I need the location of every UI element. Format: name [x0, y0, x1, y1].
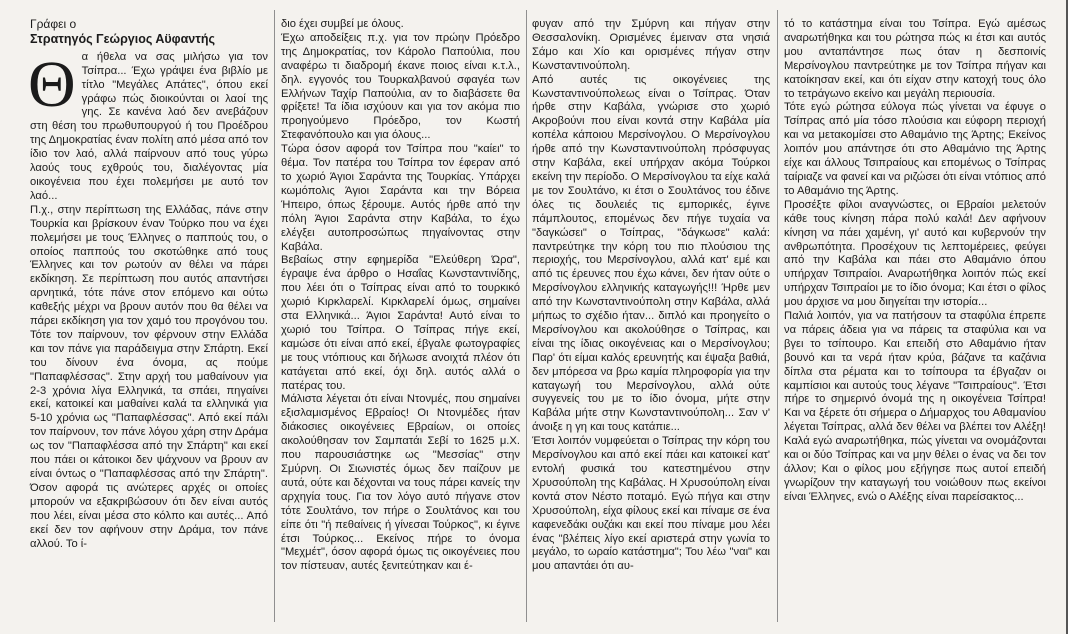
paragraph: Τότε εγώ ρώτησα εύλογα πώς γίνεται να έφυγε ο Τσίπρας από μία τόσο πλούσια και εύφορη περιοχή και να μετακομίσει στο Αθαμάνιο της Άρτης; Εκείνος λοιπόν μου απάντησε ότι στο Αθαμάνιο της Άρτης είχε και άλλους Τσιπραίους και επομένως ο Τσίπρας ταίριαζε να φανεί και να ριζώσει ότι είναι ντόπιος από το Αθαμάνιο της Άρτης.: [784, 101, 1046, 197]
byline-label: Γράφει ο: [30, 17, 77, 31]
paragraph: Από αυτές τις οικογένειες της Κωνσταντινούπολεως είναι ο Τσίπρας. Όταν ήρθε στην Καβάλα, γνώρισε στο χωριό Ακροβούνι που είναι κοντά στην Καβάλα μία κοπέλα κάποιου Μερσίνογλου. Ο Μερσίνογλου ήρθε από την Κωνσταντινούπολη πρόσφυγας στην Καβάλα, εκεί υπήρχαν ακόμα Τούρκοι εκείνη την περίοδο. Ο Μερσίνογλου τα είχε καλά με τον Σουλτάνο, κι έτσι ο Σουλτάνος του έδινε όλες τις δουλειές τις εμπορικές, έγινε πάμπλουτος, επομένως δεν πήγε τυχαία να "δαγκώσει" ο Τσίπρας, "δάγκωσε" καλά: παντρεύτηκε την κόρη του πιο πλούσιου της περιοχής, του Μερσίνογλου, αλλά κατ' εμέ και από τις έρευνες που έχω κάνει, δεν ήταν ούτε ο Μερσίνογλου ελληνικής καταγωγής!!! Ήρθε μεν από την Κωνσταντινούπολη στην Καβάλα, αλλά μήπως το σχέδιο ήταν... διπλό και προηγείτο ο Μερσίνογλου και ακολούθησε ο Τσίπρας, και είναι της ίδιας οικογένειας και ο Μερσίνογλου; Παρ' ότι είμαι καλός ερευνητής και έψαξα βαθιά, δεν μπόρεσα να βρω καμία πληροφορία για την καταγωγή του Μερσίνογλου, αλλά ούτε συγγενείς του με το ίδιο όνομα, μήτε στην Καβάλα μήτε στην Κωνσταντινούπολη... Σαν ν' άνοιξε η γη και τους κατάπιε...: [532, 73, 771, 434]
byline-author: Στρατηγός Γεώργιος Αϋφαντής: [30, 31, 215, 46]
column-divider: [526, 10, 527, 622]
paragraph: τό το κατάστημα είναι του Τσίπρα. Εγώ αμέσως αναρωτήθηκα και του ρώτησα πώς κι έτσι και αυτός μου ανταπάντησε πως όταν η δεσποινίς Μερσίνογλου παντρεύτηκε με τον Τσίπρα πήγαν και κατοίκησαν εκεί, και ότι είχαν στην κατοχή τους όλο το τετράγωνο εκείνο και μεγάλη περιουσία.: [784, 18, 1046, 100]
paragraph: Βεβαίως στην εφημερίδα "Ελεύθερη Ώρα", έγραψε ένα άρθρο ο Ησαΐας Κωνσταντινίδης, που λέει ότι ο Τσίπρας είναι από το τουρκικό χωριό Κιρκλαρελί. Κιρκλαρελί όμως, σημαίνει στα Ελληνικά... Άγιοι Σαράντα! Αυτό είναι το χωριό του Τσίπρα. Ο Τσίπρας πήγε εκεί, καμώσε ότι είναι από εκεί, έβγαλε φωτογραφίες με τους ντόπιους και δήλωσε ανοιχτά πλέον ότι κατάγεται από εκεί, όχι δηλ. αυτός αλλά ο πατέρας του.: [281, 254, 520, 392]
paragraph: Έχω αποδείξεις π.χ. για τον πρώην Πρόεδρο της Δημοκρατίας, τον Κάρολο Παπούλια, που αναφέρω τι διαδρομή έκανε ποιος είναι κ.τ.λ., δηλ. εγγονός του Τουρκαλβανού σφαγέα των Ελλήνων Ταχίρ Παπούλια, αν το διαβάσετε θα φρίξετε! Τα ίδια ισχύουν και για τον ακόμα πιο προηγούμενο Πρόεδρο, τον Κωστή Στεφανόπουλο και για όλους...: [281, 31, 520, 142]
paragraph: Έτσι λοιπόν νυμφεύεται ο Τσίπρας την κόρη του Μερσίνογλου και από εκεί πάει και κατοικεί κατ' εντολή φυσικά του κατεστημένου στην Χρυσούπολη της Καβάλας. Η Χρυσούπολη είναι κοντά στον Νέστο ποταμό. Εγώ πήγα και στην Χρυσούπολη, είχα φίλους εκεί και πίναμε σε ένα καφενεδάκι ουζάκι και εκεί που πίναμε μου λέει ένας "βλέπεις λίγο εκεί αριστερά στην γωνία το μεγάλο, το ωραίο κατάστημα"; Του λέω "ναι" και μου απαντάει ότι αυ-: [532, 435, 770, 573]
paragraph: α ήθελα να σας μιλήσω για τον Τσίπρα... Έχω γράψει ένα βιβλίο με τίτλο "Μεγάλες Απάτες", όπου εκεί γράφω πώς διοικούνται οι λαοί της γης. Σε κανένα λαό δεν ανεβάζουν στη θέση του πρωθυπουργού ή του Προέδρου της Δημοκρατίας έναν πολίτη από μέσα από τον ίδιο τον λαό, αλλά παίρνουν από τους γύρω λαούς τους εχθρούς του, διαλέγοντας μία οικογένεια που έχει πολεμήσει με αυτό τον λαό...: [30, 50, 268, 202]
paragraph: Π.χ., στην περίπτωση της Ελλάδας, πάνε στην Τουρκία και βρίσκουν έναν Τούρκο που να έχει πολεμήσει με τους Έλληνες ο παππούς του, ο οποίος παππούς του σκοτώθηκε από τους Έλληνες και τον ρωτούν αν θέλει να πάρει εκδίκηση. Σε περίπτωση που αυτός απαντήσει αρνητικά, τότε πάνε στον επόμενο και ούτω καθεξής μέχρι να βρουν αυτόν που θα θέλει να πάρει εκδίκηση για τον χαμό του προγόνου του. Τότε τον παίρνουν, τον φέρνουν στην Ελλάδα και τον πάνε για παράδειγμα στην Σπάρτη. Εκεί του δίνουν ένα όνομα, ας πούμε "Παπαφλέσσας". Στην αρχή του μαθαίνουν για 2-3 χρόνια λίγα Ελληνικά, τα σπάει, πηγαίνει εκεί, κατοικεί και μαθαίνει καλά τα ελληνικά για 5-10 χρόνια ως "Παπαφλέσσας". Από εκεί πάλι τον παίρνουν, τον πάνε λόγου χάρη στην Δράμα ως τον "Παπαφλέσσα από την Σπάρτη" και εκεί που πάει οι κάτοικοι δεν ψάχνουν να βρουν αν είναι όντως ο "Παπαφλέσσας από την Σπάρτη". Όσον αφορά τις ανώτερες αρχές οι οποίες μπορούν να εξακριβώσουν ότι δεν είναι αυτός που λέει, είναι μέσα στο κόλπο και αυτές... Από εκεί δεν τον αφήνουν στην Δράμα, τον πάνε αλλού. Το ί-: [30, 203, 268, 550]
paragraph: διο έχει συμβεί με όλους.: [281, 18, 404, 30]
paragraph: Μάλιστα λέγεται ότι είναι Ντονμές, που σημαίνει εξισλαμισμένος Εβραίος! Οι Ντονμέδες ήταν διάκοσιες οικογένειες Εβραίων, οι οποίες ακολούθησαν τον Σαμπατάι Σεβί το 1625 μ.Χ. που παρουσιάστηκε ως "Μεσσίας" στην Σμύρνη. Οι Σιωνιστές όμως δεν παίζουν με αυτά, ούτε και δέχονται να τους πάρει κανείς την αρχηγία τους. Για τον λόγο αυτό πήγανε στον τότε Σουλτάνο, τον πήρε ο Σουλτάνος και του είπε ότι "ή πεθαίνεις ή γίνεσαι Τούρκος", κι έγινε έτσι Τούρκος... Εκείνος πήρε το όνομα "Μεχμέτ", όσον αφορά όμως τις οικογένειες που τον πίστευαν, αυτές ξενιτεύτηκαν και έ-: [281, 393, 520, 573]
article-column-3: [532, 18, 770, 574]
article-column-1: [30, 18, 268, 551]
column-divider: [274, 10, 275, 622]
article-column-4: [784, 18, 1046, 505]
paragraph: Τώρα όσον αφορά τον Τσίπρα που "καίει" το θέμα. Τον πατέρα του Τσίπρα τον έφεραν από το χωριό Άγιοι Σαράντα της Τουρκίας. Υπάρχει κωμόπολις Άγιοι Σαράντα και την Βόρεια Ήπειρο, όπως ξέρουμε. Αυτός ήρθε από την πόλη Άγιοι Σαράντα στην Καβάλα, το έχω ελέγξει αυτοπροσώπως πηγαίνοντας στην Καβάλα.: [281, 143, 520, 253]
article-column-2: [281, 18, 520, 574]
drop-cap: Θ: [28, 47, 76, 121]
paragraph: Προσέξτε φίλοι αναγνώστες, οι Εβραίοι μελετούν κάθε τους κίνηση πάρα πολύ καλά! Δεν αφήνουν κίνηση να πάει χαμένη, γι' αυτό και κυβερνούν την ανθρωπότητα. Προσέχουν τις λεπτομέρειες, φεύγει από την Καβάλα και πάει στο Αθαμάνιο όπου υπήρχαν Τσιπραίοι. Αναρωτήθηκα λοιπόν πώς εκεί υπήρχαν Τσιπραίοι με το ίδιο όνομα; Και έτσι ο φίλος μου άρχισε να μου διηγείται την ιστορία...: [784, 198, 1046, 309]
paragraph: φυγαν από την Σμύρνη και πήγαν στην Θεσσαλονίκη. Ορισμένες έμειναν στα νησιά Σάμο και Χίο και ορισμένες πήγαν στην Κωνσταντινούπολη.: [532, 18, 770, 72]
paragraph: Παλιά λοιπόν, για να πατήσουν τα σταφύλια έπρεπε να πάρεις άδεια για να πάρεις τα σταφύλια και να βγει το τσίπουρο. Και επειδή στο Αθαμάνιο ήταν βουνό και τα νερά ήταν κρύα, βάζανε τα καζάνια δίπλα στα ρέματα και το τσίπουρα τα έβγαζαν οι καμπίσιοι και αυτούς τους λέγανε "Τσιπραίους". Έτσι πήρε το σημερινό όνομά της η οικογένεια Τσίπρα! Και να ξέρετε ότι σήμερα ο Δήμαρχος του Αθαμανίου λέγεται Τσίπρας, αλλά δεν θέλει να βλέπει τον Αλέξη! Καλά εγώ αναρωτήθηκα, πώς γίνεται να ονομάζονται και οι δύο Τσίπρας και να μην θέλει ο ένας να δει τον άλλον; Και ο φίλος μου εξήγησε πως αυτοί επειδή γνωρίζουν την καταγωγή του νοιώθουν πως εκείνοι είναι Έλληνες, ενώ ο Αλέξης είναι παρείσακτος...: [784, 310, 1046, 503]
column-divider: [777, 10, 778, 622]
